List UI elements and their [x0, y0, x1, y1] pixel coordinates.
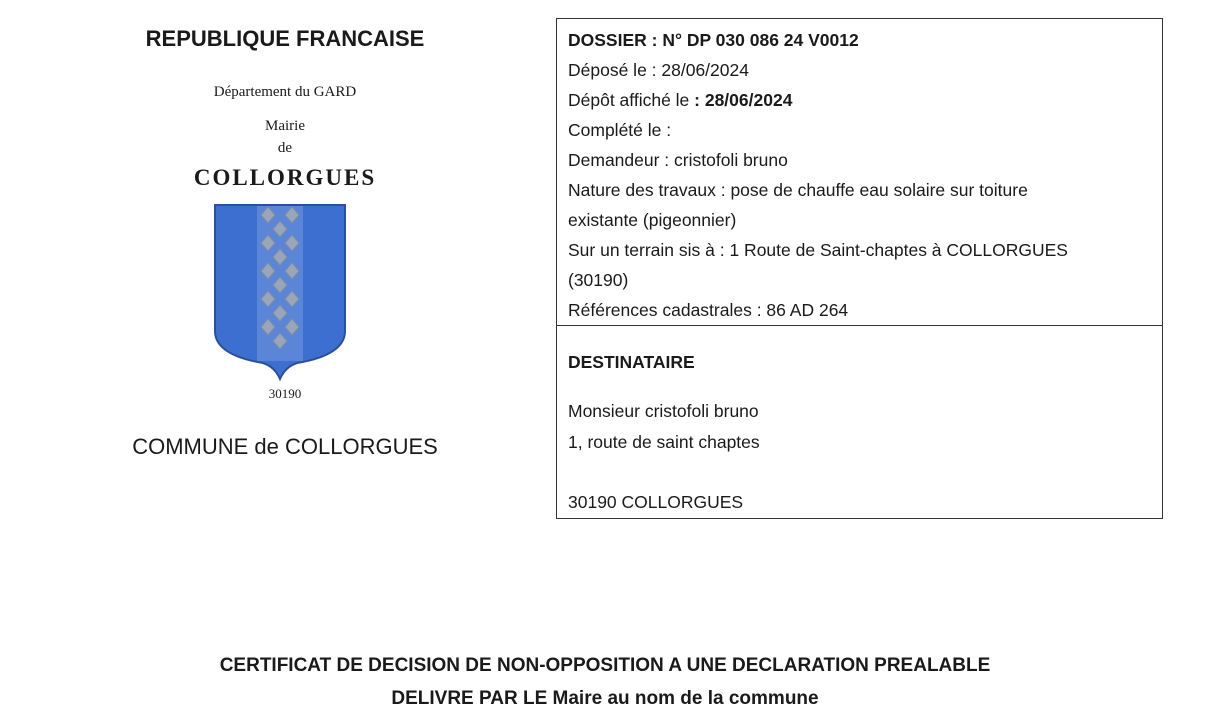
terrain-line-1: Sur un terrain sis à : 1 Route de Saint-chaptes à COLLORGUES	[568, 240, 1068, 260]
destinataire-address: 1, route de saint chaptes	[568, 432, 760, 452]
commune-name: COMMUNE de COLLORGUES	[132, 434, 438, 459]
demandeur-line: Demandeur : cristofoli bruno	[568, 150, 788, 170]
depose-line	[568, 55, 1162, 85]
certificat-title-line-1: CERTIFICAT DE DECISION DE NON-OPPOSITION A UNE DECLARATION PREALABLE	[219, 655, 991, 676]
town-name: COLLORGUES	[193, 165, 377, 190]
postal-code: 30190	[268, 386, 302, 401]
complete-line: Complété le :	[568, 120, 672, 140]
republique-title: REPUBLIQUE FRANCAISE	[145, 26, 425, 51]
depose-date: 28/06/2024	[661, 60, 749, 80]
nature-line-2: existante (pigeonnier)	[568, 210, 737, 230]
depot-affiche-date: : 28/06/2024	[694, 90, 793, 110]
destinataire-box	[556, 325, 1163, 519]
de-label: de	[277, 140, 293, 156]
dossier-number: DOSSIER : N° DP 030 086 24 V0012	[568, 30, 859, 50]
destinataire-city: 30190 COLLORGUES	[568, 492, 744, 512]
depot-affiche-label: Dépôt affiché le	[568, 90, 695, 110]
mairie-label: Mairie	[265, 118, 305, 134]
terrain-line-2: (30190)	[568, 270, 629, 290]
coat-of-arms-icon	[213, 203, 347, 386]
certificat-title-line-2: DELIVRE PAR LE Maire au nom de la commune	[391, 688, 819, 709]
nature-line-1: Nature des travaux : pose de chauffe eau solaire sur toiture	[568, 180, 1028, 200]
destinataire-name: Monsieur cristofoli bruno	[568, 401, 759, 421]
depot-affiche-line	[568, 85, 1162, 115]
departement-label: Département du GARD	[213, 84, 357, 100]
destinataire-title: DESTINATAIRE	[568, 352, 695, 372]
dossier-box	[556, 18, 1163, 326]
depose-label: Déposé le :	[568, 60, 662, 80]
references-line: Références cadastrales : 86 AD 264	[568, 300, 849, 320]
